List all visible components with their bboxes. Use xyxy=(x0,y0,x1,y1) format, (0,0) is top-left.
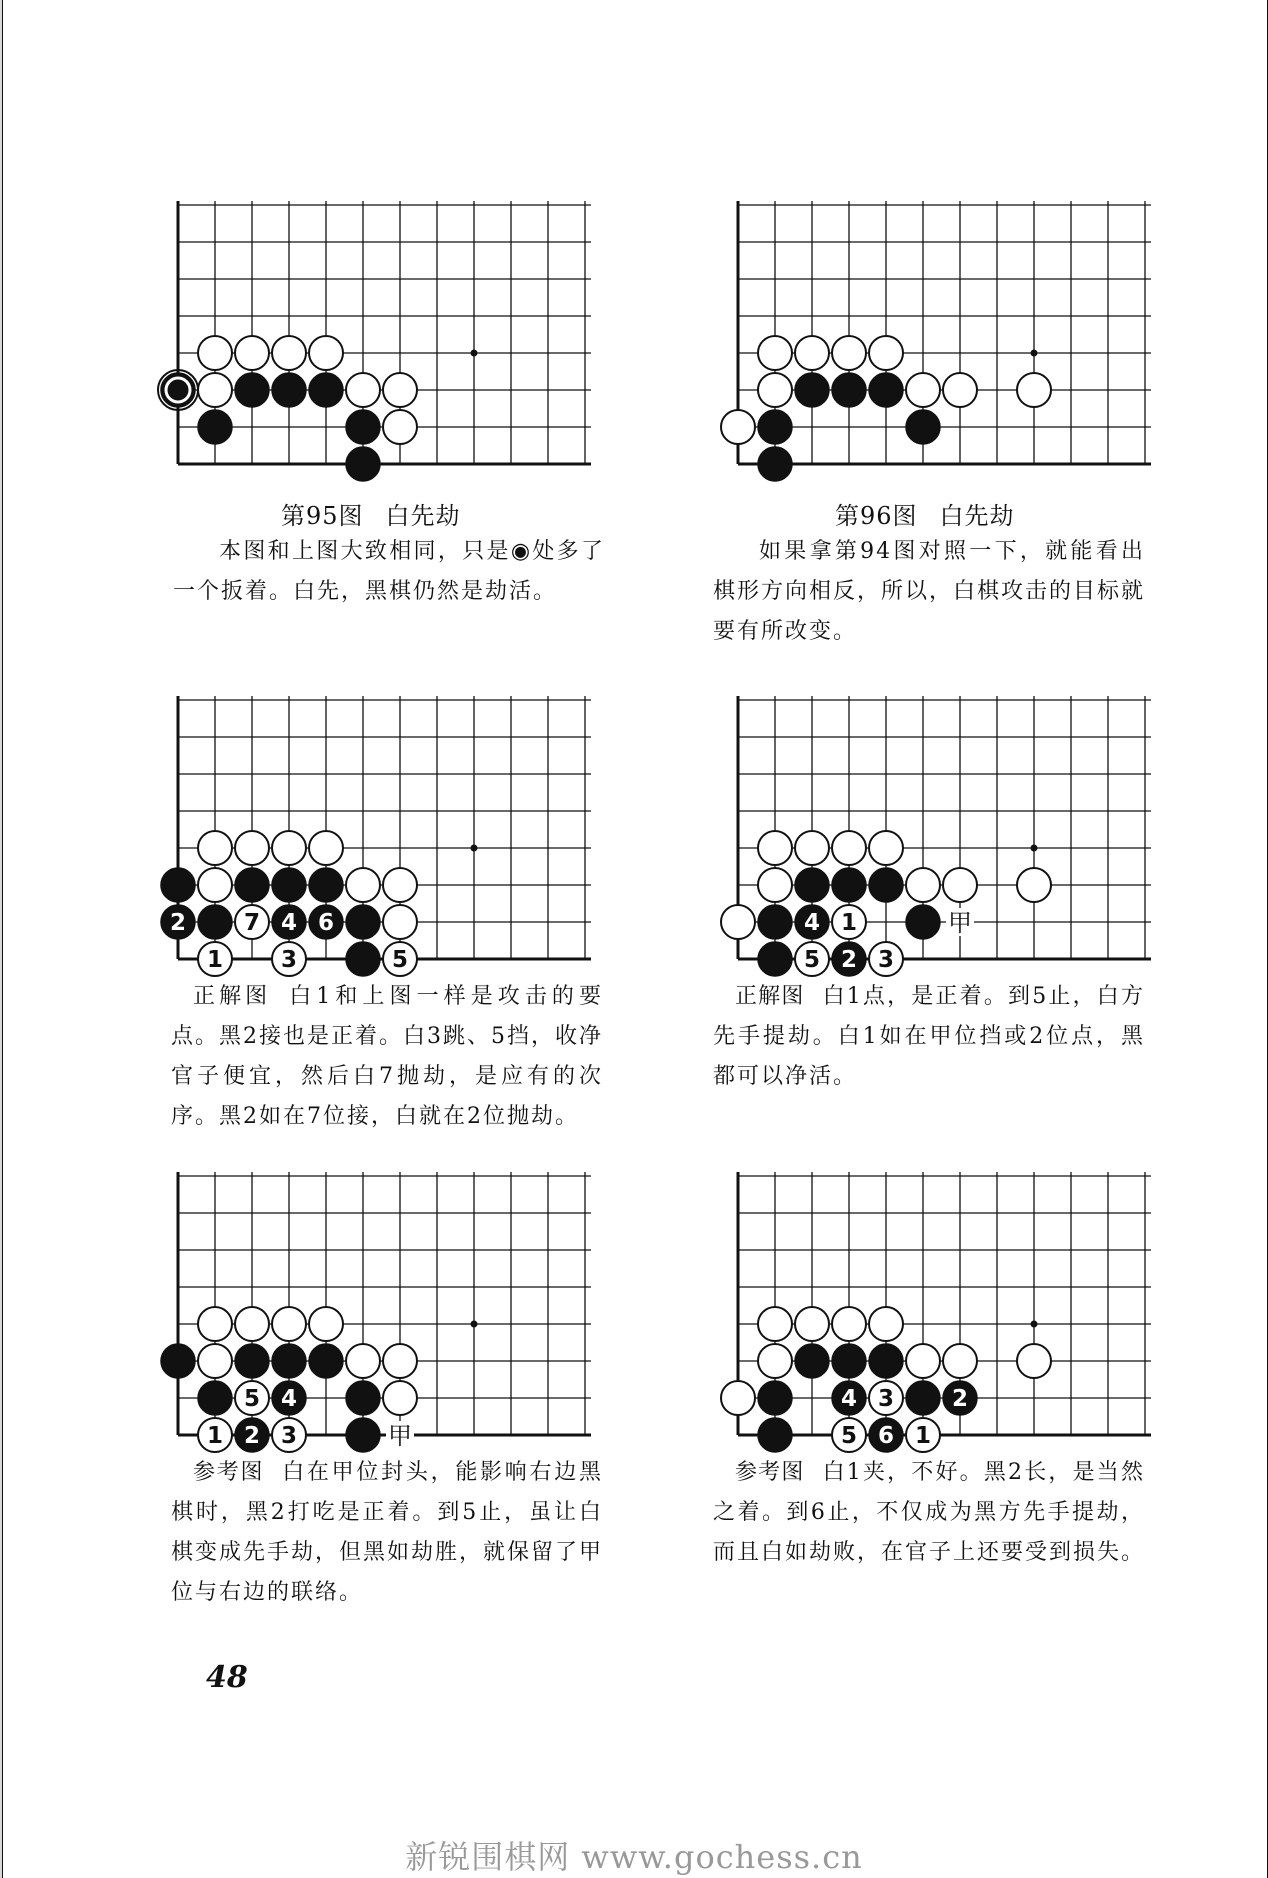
white-stone xyxy=(832,336,866,370)
book-page xyxy=(2,0,1268,1878)
black-stone xyxy=(832,1344,866,1378)
diagram-95-subtitle: 白先劫 xyxy=(385,502,461,530)
white-stone xyxy=(235,336,269,370)
go-diagram-reference-left xyxy=(148,1166,608,1456)
move-number: 2 xyxy=(243,1423,261,1449)
black-stone xyxy=(758,1381,792,1415)
reference-left-text: 白在甲位封头，能影响右边黑棋时，黑2打吃是正着。到5止，虽让白棋变成先手劫，但黑如劫胜，就保留了甲位与右边的联络。 xyxy=(171,1460,604,1605)
white-stone xyxy=(272,336,306,370)
white-stone xyxy=(906,373,940,407)
white-stone xyxy=(943,868,977,902)
white-stone xyxy=(906,868,940,902)
black-stone-4 xyxy=(272,905,306,939)
white-stone xyxy=(346,373,380,407)
black-stone-2 xyxy=(161,905,195,939)
black-stone xyxy=(161,1344,195,1378)
white-stone-5 xyxy=(832,1418,866,1452)
move-number: 3 xyxy=(280,1423,298,1449)
black-stone xyxy=(346,410,380,444)
diagram-95-number: 第95图 xyxy=(281,502,364,530)
black-stone xyxy=(198,1381,232,1415)
white-stone xyxy=(346,1344,380,1378)
white-stone xyxy=(869,336,903,370)
reference-right-label: 参考图 xyxy=(735,1460,805,1485)
diagram-96-caption: 如果拿第94图对照一下，就能看出棋形方向相反，所以，白棋攻击的目标就要有所改变。 xyxy=(713,539,1146,644)
white-stone xyxy=(795,1307,829,1341)
go-diagram-reference-right xyxy=(708,1166,1168,1456)
move-number: 3 xyxy=(877,947,895,973)
point-label: 甲 xyxy=(388,1422,412,1450)
white-stone-1 xyxy=(198,1418,232,1452)
diagram-95-caption: 本图和上图大致相同，只是◉处多了一个扳着。白先，黑棋仍然是劫活。 xyxy=(173,539,605,604)
white-stone xyxy=(198,831,232,865)
white-stone xyxy=(758,868,792,902)
move-number: 1 xyxy=(840,910,858,936)
black-stone xyxy=(309,373,343,407)
reference-right-caption xyxy=(713,1453,1145,1573)
black-stone xyxy=(795,868,829,902)
black-stone xyxy=(758,447,792,481)
black-stone xyxy=(309,1344,343,1378)
white-stone xyxy=(383,373,417,407)
white-stone xyxy=(943,1344,977,1378)
white-stone xyxy=(758,373,792,407)
white-stone xyxy=(758,831,792,865)
white-stone xyxy=(795,831,829,865)
black-stone xyxy=(346,1381,380,1415)
move-number: 5 xyxy=(391,947,409,973)
white-stone-1 xyxy=(832,905,866,939)
white-stone xyxy=(869,1307,903,1341)
move-number: 5 xyxy=(803,947,821,973)
black-stone xyxy=(272,373,306,407)
move-number: 1 xyxy=(206,947,224,973)
black-stone xyxy=(272,1344,306,1378)
black-stone xyxy=(235,373,269,407)
move-number: 2 xyxy=(169,910,187,936)
black-stone xyxy=(795,1344,829,1378)
board-svg xyxy=(148,690,608,980)
black-stone xyxy=(795,373,829,407)
site-watermark: 新锐围棋网 www.gochess.cn xyxy=(405,1838,863,1876)
white-stone xyxy=(198,868,232,902)
black-stone xyxy=(235,868,269,902)
white-stone xyxy=(309,831,343,865)
white-stone xyxy=(383,868,417,902)
diagram-96-title xyxy=(835,496,1015,531)
move-number: 1 xyxy=(206,1423,224,1449)
white-stone xyxy=(235,831,269,865)
go-diagram-solution-right xyxy=(708,690,1168,980)
black-stone-6 xyxy=(309,905,343,939)
white-stone xyxy=(795,336,829,370)
white-stone xyxy=(943,373,977,407)
move-number: 1 xyxy=(914,1423,932,1449)
black-stone xyxy=(346,905,380,939)
white-stone-3 xyxy=(272,942,306,976)
black-stone xyxy=(272,868,306,902)
black-stone xyxy=(869,373,903,407)
reference-left-caption xyxy=(171,1453,603,1613)
white-stone-5 xyxy=(383,942,417,976)
move-number: 2 xyxy=(840,947,858,973)
black-stone-2 xyxy=(943,1381,977,1415)
black-stone xyxy=(346,942,380,976)
point-label: 甲 xyxy=(948,909,972,937)
white-stone-3 xyxy=(869,1381,903,1415)
white-stone xyxy=(758,1307,792,1341)
white-stone xyxy=(721,410,755,444)
black-stone xyxy=(758,410,792,444)
black-stone xyxy=(758,942,792,976)
move-number: 4 xyxy=(280,910,298,936)
black-stone-6 xyxy=(869,1418,903,1452)
black-stone-2 xyxy=(832,942,866,976)
move-number: 4 xyxy=(803,910,821,936)
go-diagram-95 xyxy=(148,195,608,485)
move-number: 3 xyxy=(877,1386,895,1412)
black-stone xyxy=(198,905,232,939)
white-stone xyxy=(235,1307,269,1341)
white-stone xyxy=(832,1307,866,1341)
black-stone-4 xyxy=(795,905,829,939)
board-grid xyxy=(738,201,1151,464)
move-number: 7 xyxy=(243,910,261,936)
move-number: 2 xyxy=(951,1386,969,1412)
white-stone-3 xyxy=(869,942,903,976)
board-svg xyxy=(148,1166,608,1456)
white-stone xyxy=(906,1344,940,1378)
white-stone xyxy=(832,831,866,865)
black-stone xyxy=(869,868,903,902)
white-stone xyxy=(869,831,903,865)
move-number: 6 xyxy=(877,1423,895,1449)
diagram-96-subtitle: 白先劫 xyxy=(939,502,1015,530)
black-stone xyxy=(161,868,195,902)
solution-right-text: 白1点，是正着。到5止，白方先手提劫。白1如在甲位挡或2位点，黑都可以净活。 xyxy=(713,984,1145,1089)
white-stone xyxy=(346,868,380,902)
white-stone xyxy=(383,1344,417,1378)
white-stone xyxy=(1017,1344,1051,1378)
white-stone xyxy=(309,1307,343,1341)
white-stone xyxy=(758,1344,792,1378)
black-stone xyxy=(906,905,940,939)
white-stone xyxy=(198,1344,232,1378)
black-stone xyxy=(158,370,198,410)
black-stone-4 xyxy=(272,1381,306,1415)
white-stone xyxy=(309,336,343,370)
white-stone xyxy=(198,373,232,407)
board-svg xyxy=(148,195,608,485)
white-stone-5 xyxy=(235,1381,269,1415)
black-stone xyxy=(758,905,792,939)
black-stone xyxy=(346,447,380,481)
black-stone xyxy=(198,410,232,444)
black-stone xyxy=(346,1418,380,1452)
diagram-95-title xyxy=(281,496,461,531)
diagram-96-number: 第96图 xyxy=(835,502,918,530)
move-number: 5 xyxy=(243,1386,261,1412)
reference-left-label: 参考图 xyxy=(193,1460,265,1485)
board-svg xyxy=(708,690,1168,980)
solution-left-text: 白1和上图一样是攻击的要点。黑2接也是正着。白3跳、5挡，收净官子便宜，然后白7抛劫，是应有的次序。黑2如在7位接，白就在2位抛劫。 xyxy=(171,984,603,1129)
star-point xyxy=(1031,845,1038,852)
white-stone-1 xyxy=(906,1418,940,1452)
solution-right-label: 正解图 xyxy=(735,984,805,1009)
white-stone xyxy=(721,1381,755,1415)
black-stone xyxy=(832,868,866,902)
white-stone xyxy=(383,1381,417,1415)
black-stone-2 xyxy=(235,1418,269,1452)
move-number: 4 xyxy=(840,1386,858,1412)
white-stone xyxy=(198,1307,232,1341)
black-stone-4 xyxy=(832,1381,866,1415)
move-number: 3 xyxy=(280,947,298,973)
move-number: 4 xyxy=(280,1386,298,1412)
white-stone xyxy=(1017,373,1051,407)
white-stone-7 xyxy=(235,905,269,939)
black-stone xyxy=(309,868,343,902)
white-stone xyxy=(383,410,417,444)
star-point xyxy=(1031,350,1038,357)
solution-left-caption xyxy=(171,977,603,1137)
reference-right-text: 白1夹，不好。黑2长，是当然之着。到6止，不仅成为黑方先手提劫，而且白如劫败，在官子上还要受到损失。 xyxy=(713,1460,1146,1565)
solution-left-label: 正解图 xyxy=(193,984,272,1009)
move-number: 5 xyxy=(840,1423,858,1449)
black-stone xyxy=(758,1418,792,1452)
solution-right-caption xyxy=(713,977,1145,1097)
go-diagram-96 xyxy=(708,195,1168,485)
star-point xyxy=(1031,1321,1038,1328)
black-stone xyxy=(906,1381,940,1415)
black-stone xyxy=(869,1344,903,1378)
go-diagram-solution-left xyxy=(148,690,608,980)
star-point xyxy=(471,350,478,357)
black-stone xyxy=(235,1344,269,1378)
white-stone-3 xyxy=(272,1418,306,1452)
star-point xyxy=(471,1321,478,1328)
white-stone xyxy=(272,831,306,865)
black-stone xyxy=(832,373,866,407)
board-svg xyxy=(708,195,1168,485)
board-svg xyxy=(708,1166,1168,1456)
page-number: 48 xyxy=(206,1660,248,1695)
white-stone xyxy=(198,336,232,370)
white-stone xyxy=(383,905,417,939)
move-number: 6 xyxy=(317,910,335,936)
black-stone xyxy=(906,410,940,444)
white-stone-1 xyxy=(198,942,232,976)
white-stone xyxy=(272,1307,306,1341)
white-stone-5 xyxy=(795,942,829,976)
white-stone xyxy=(721,905,755,939)
white-stone xyxy=(1017,868,1051,902)
star-point xyxy=(471,845,478,852)
white-stone xyxy=(758,336,792,370)
